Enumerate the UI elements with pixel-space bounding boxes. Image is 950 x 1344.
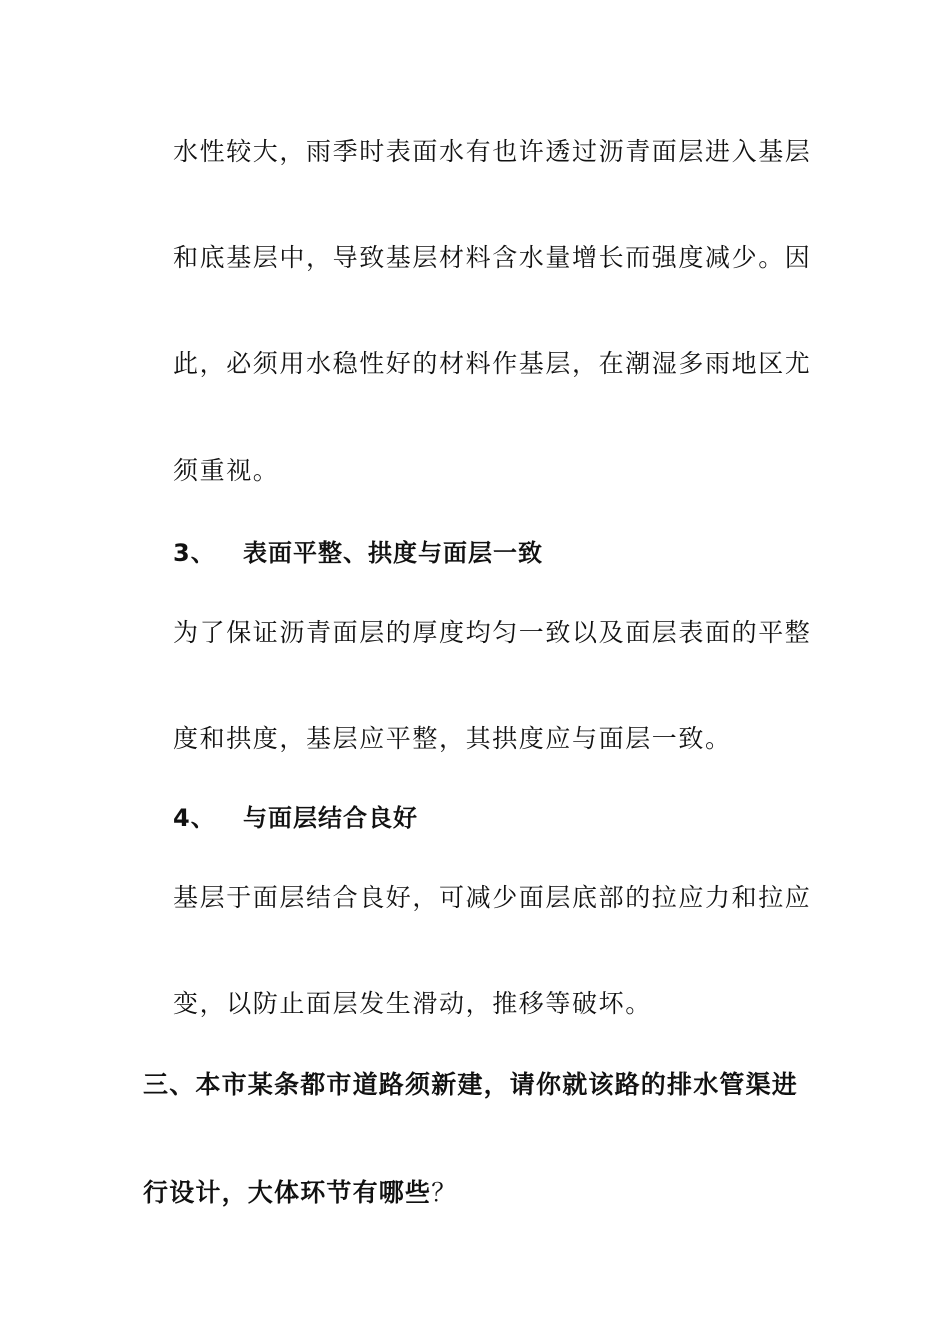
paragraph-line: 此，必须用水稳性好的材料作基层，在潮湿多雨地区尤	[173, 349, 812, 378]
paragraph-line: 基层于面层结合良好，可减少面层底部的拉应力和拉应	[173, 883, 812, 912]
section-question-text: 行设计，大体环节有哪些	[143, 1178, 432, 1207]
paragraph-line: 水性较大，雨季时表面水有也许透过沥青面层进入基层	[173, 137, 812, 166]
subheading-3	[173, 537, 543, 569]
section-question-line	[143, 1177, 457, 1209]
subheading-number: 3、	[173, 539, 216, 567]
subheading-4	[173, 802, 418, 834]
section-question-line: 三、本市某条都市道路须新建，请你就该路的排水管渠进	[143, 1070, 799, 1099]
subheading-text: 与面层结合良好	[243, 804, 418, 832]
paragraph-line: 度和拱度，基层应平整，其拱度应与面层一致。	[173, 724, 732, 753]
subheading-number: 4、	[173, 804, 216, 832]
paragraph-line: 和底基层中，导致基层材料含水量增长而强度减少。因	[173, 243, 812, 272]
paragraph-line: 须重视。	[173, 456, 280, 485]
paragraph-line: 为了保证沥青面层的厚度均匀一致以及面层表面的平整	[173, 618, 812, 647]
question-mark: ？	[431, 1178, 458, 1207]
subheading-text: 表面平整、拱度与面层一致	[243, 539, 543, 567]
paragraph-line: 变，以防止面层发生滑动，推移等破坏。	[173, 989, 652, 1018]
